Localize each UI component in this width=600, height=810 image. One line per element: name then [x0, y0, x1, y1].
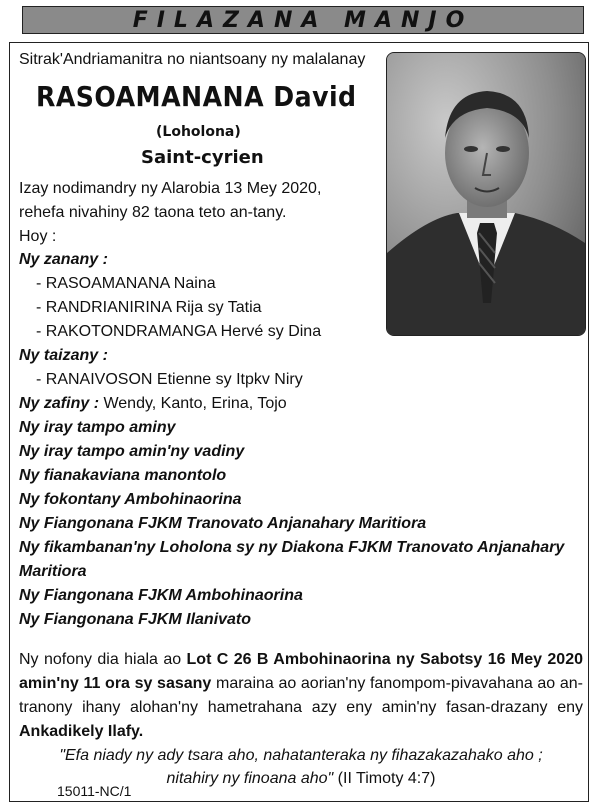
header-banner: [22, 6, 584, 34]
zanany-item: - RASOAMANANA Naina: [36, 275, 216, 292]
title-loholona: (Loholona): [156, 124, 241, 140]
funeral-text: maraina ao aorian'ny fanompom-pivavahana ao an-tranony ihany alohan'ny hametrahana azy eny amin'ny fasan-drazany eny: [19, 675, 583, 716]
funeral-text: Ny nofony dia hiala ao: [19, 651, 187, 668]
family-line: Ny iray tampo aminy: [19, 419, 176, 436]
burial-place: Ankadikely Ilafy.: [19, 723, 144, 740]
zanany-label: Ny zanany :: [19, 251, 108, 268]
title-saint-cyrien: Saint-cyrien: [141, 147, 264, 168]
funeral-place-time: Lot C 26 B Ambohinaorina ny Sabotsy 16 Mey 2020 amin'ny 11 ora sy sasany: [19, 651, 583, 692]
funeral-paragraph: [19, 648, 583, 744]
taizany-item: - RANAIVOSON Etienne sy Itpkv Niry: [36, 371, 303, 388]
taizany-label: Ny taizany :: [19, 347, 108, 364]
family-line: Ny iray tampo amin'ny vadiny: [19, 443, 245, 460]
notice-reference: 15011-NC/1: [57, 783, 132, 799]
portrait-photo: [386, 52, 586, 336]
quote-reference: (II Timoty 4:7): [333, 770, 436, 787]
zafiny-label: Ny zafiny :: [19, 395, 100, 412]
quote-text: nitahiry ny finoana aho": [166, 770, 334, 787]
family-line: Ny fianakaviana manontolo: [19, 467, 227, 484]
community-line: Ny fokontany Ambohinaorina: [19, 491, 242, 508]
association-line: Ny fikambanan'ny Loholona sy ny Diakona FJKM Tranovato Anjanahary: [19, 539, 565, 556]
hoy-line: Hoy :: [19, 228, 57, 245]
portrait-image: [387, 53, 585, 335]
death-date-line: Izay nodimandry ny Alarobia 13 Mey 2020,: [19, 180, 322, 197]
deceased-name: RASOAMANANA David: [36, 80, 357, 113]
banner-title: FILAZANA MANJO: [132, 7, 474, 33]
quote-line-1: "Efa niady ny ady tsara aho, nahatanteraka ny fihazakazahako aho ;: [59, 747, 543, 764]
zafiny-line: [19, 395, 287, 413]
church-line: Ny Fiangonana FJKM Ilanivato: [19, 611, 252, 628]
church-line: Ny Fiangonana FJKM Tranovato Anjanahary Maritiora: [19, 515, 427, 532]
association-line-cont: Maritiora: [19, 563, 87, 580]
church-line: Ny Fiangonana FJKM Ambohinaorina: [19, 587, 303, 604]
intro-text: Sitrak'Andriamanitra no niantsoany ny malalanay: [19, 51, 366, 68]
zanany-item: - RAKOTONDRAMANGA Hervé sy Dina: [36, 323, 322, 340]
zanany-item: - RANDRIANIRINA Rija sy Tatia: [36, 299, 262, 316]
zafiny-names: Wendy, Kanto, Erina, Tojo: [99, 395, 287, 412]
age-line: rehefa nivahiny 82 taona teto an-tany.: [19, 204, 287, 221]
